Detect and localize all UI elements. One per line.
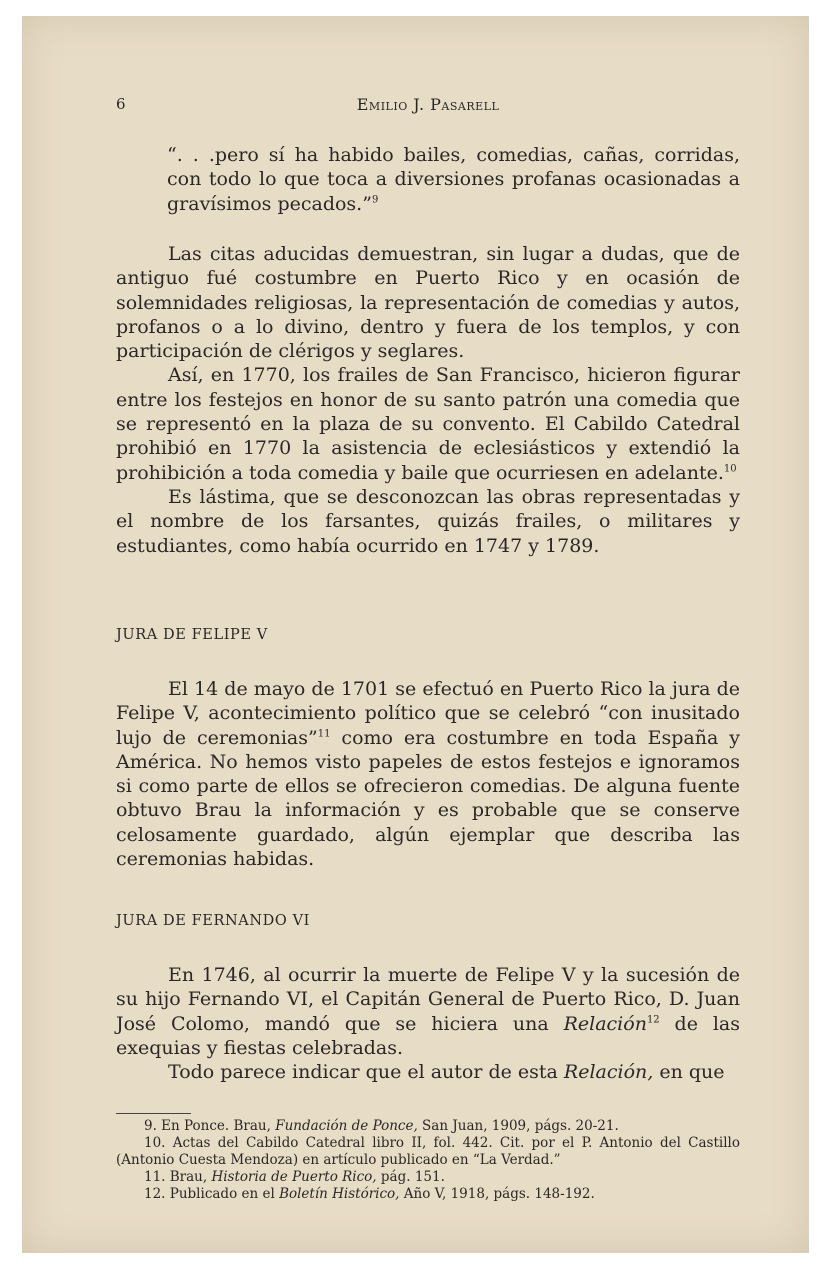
- section-heading-felipe-v: JURA DE FELIPE V: [116, 627, 268, 643]
- running-title: Emilio J. Pasarell: [356, 95, 500, 114]
- note-ref-12: 12: [646, 1014, 660, 1026]
- section-felipe-v-body: [116, 677, 740, 871]
- note-ref-11: 11: [317, 728, 331, 740]
- paragraph: Todo parece indicar que el autor de esta Relación, en que: [168, 1061, 725, 1084]
- note-ref-10: 10: [723, 463, 737, 475]
- section-heading-fernando-vi: JURA DE FERNANDO VI: [116, 913, 310, 929]
- page-number: 6: [116, 95, 127, 113]
- paragraph: En 1746, al ocurrir la muerte de Felipe V y la sucesión de su hijo Fernando VI, el Capitán General de Puerto Rico, D. Juan José Colomo, mandó que se hiciera una Relación$^{12}$ de las exequias y fiestas celebradas.: [116, 964, 741, 1059]
- footnote-divider: [116, 1113, 191, 1114]
- paragraph: Así, en 1770, los frailes de San Francisco, hicieron figurar entre los festejos en honor de su santo patrón una comedia que se representó en la plaza de su convento. El Cabildo Catedral prohibió en 1770 la asistencia de eclesiásticos y extendió la prohibición a toda comedia y baile que ocurriesen en adelante.$^{10}$: [116, 364, 740, 484]
- paragraph: El 14 de mayo de 1701 se efectuó en Puerto Rico la jura de Felipe V, acontecimiento político que se celebró “con inusitado lujo de ceremonias”$^{11}$ como era costumbre en toda España y América. No hemos visto papeles de estos festejos e ignoramos si como parte de ellos se ofrecieron comedias. De alguna fuente obtuvo Brau la información y es probable que se conserve celosamente guardado, algún ejemplar que describa las ceremonias habidas.: [116, 678, 740, 871]
- footnote-12: 12. Publicado en el Boletín Histórico, Año V, 1918, págs. 148-192.: [144, 1186, 595, 1202]
- section-fernando-vi-body: [116, 963, 740, 1084]
- footnote-11: 11. Brau, Historia de Puerto Rico, pág. 151.: [144, 1169, 445, 1185]
- footnotes: [116, 1118, 740, 1203]
- paragraph: Es lástima, que se desconozcan las obras representadas y el nombre de los farsantes, quizás frailes, o militares y estudiantes, como había ocurrido en 1747 y 1789.: [116, 485, 740, 557]
- footnote-9: 9. En Ponce. Brau, Fundación de Ponce, San Juan, 1909, págs. 20-21.: [144, 1118, 619, 1134]
- footnote-10: 10. Actas del Cabildo Catedral libro II, fol. 442. Cit. por el P. Antonio del Castillo (Antonio Cuesta Mendoza) en artículo publicado en “La Verdad.”: [116, 1135, 740, 1168]
- note-ref-9: 9: [371, 194, 379, 206]
- quote-text: “. . .pero sí ha habido bailes, comedias, cañas, corridas, con todo lo que toca a diversiones profanas ocasionadas a gravísimos pecados.”: [167, 144, 740, 215]
- paragraph: Las citas aducidas demuestran, sin lugar a dudas, que de antiguo fué costumbre en Puerto Rico y en ocasión de solemnidades religiosas, la representación de comedias y autos, profanos o a lo divino, dentro y fuera de los templos, y con participación de clérigos y seglares.: [116, 243, 740, 363]
- block-quote: [167, 143, 740, 216]
- intro-paragraphs: [116, 242, 740, 558]
